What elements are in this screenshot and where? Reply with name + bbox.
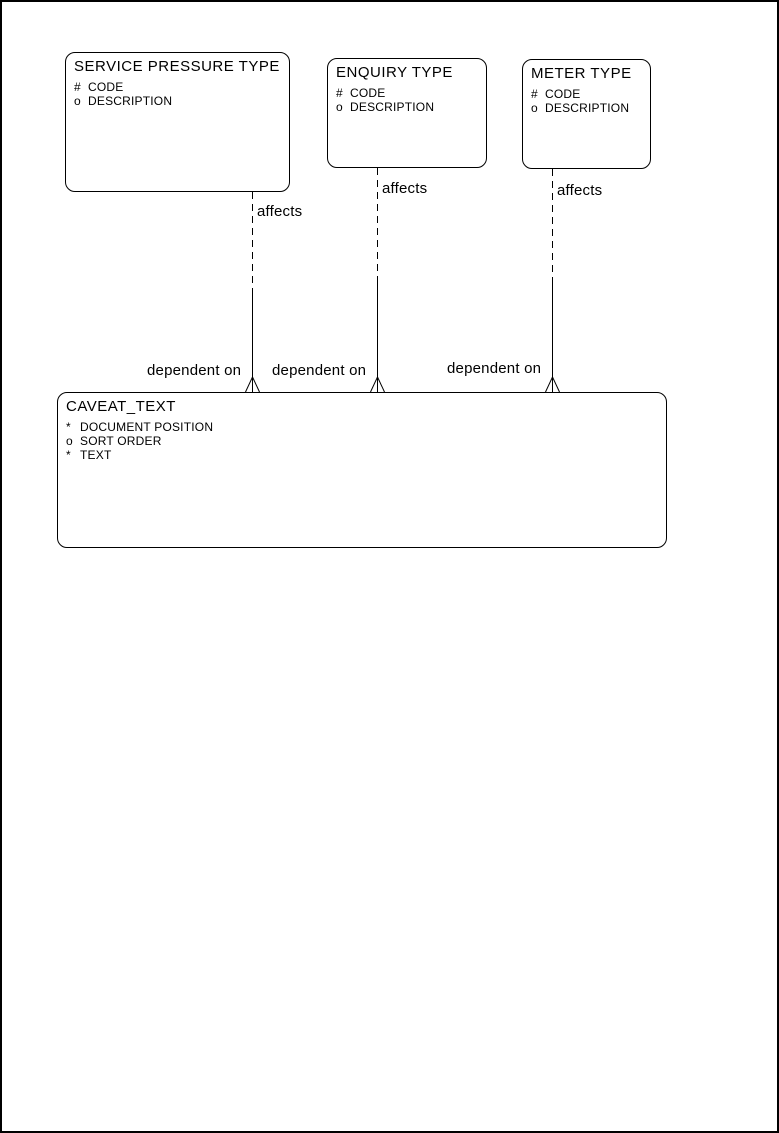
crow-foot-left-prong [546, 377, 553, 392]
crow-foot-right-prong [553, 377, 560, 392]
attribute-name: DOCUMENT POSITION [80, 420, 214, 434]
attribute-prefix-marker: # [336, 86, 343, 100]
attribute-row [74, 80, 281, 94]
attribute-name: TEXT [80, 448, 112, 462]
attribute-row [531, 87, 642, 101]
attribute-name: DESCRIPTION [88, 94, 173, 108]
entity-title: SERVICE PRESSURE TYPE [74, 58, 280, 75]
entity-enquiry-type [327, 58, 487, 168]
entity-title: METER TYPE [531, 65, 632, 82]
attribute-prefix-marker: o [531, 101, 538, 115]
entity-meter-type [522, 59, 651, 169]
attribute-name: SORT ORDER [80, 434, 162, 448]
attribute-prefix-marker: o [74, 94, 81, 108]
relationship-label-dependent-on: dependent on [272, 362, 367, 379]
attribute-prefix-marker: * [66, 420, 71, 434]
crow-foot-left-prong [246, 377, 253, 392]
attribute-row [74, 94, 281, 108]
relationship-label-affects: affects [382, 180, 428, 197]
crow-foot-right-prong [378, 377, 385, 392]
attribute-prefix-marker: * [66, 448, 71, 462]
attribute-name: CODE [350, 86, 386, 100]
attribute-name: CODE [545, 87, 581, 101]
relationship-meter-type-caveat-text [546, 169, 560, 392]
entity-service-pressure-type [65, 52, 290, 192]
attribute-row [336, 86, 478, 100]
entity-title: ENQUIRY TYPE [336, 64, 453, 81]
attribute-row [66, 434, 658, 448]
attribute-name: CODE [88, 80, 124, 94]
attribute-row [531, 101, 642, 115]
relationship-label-affects: affects [557, 182, 603, 199]
relationship-service-pressure-type-caveat-text [246, 192, 260, 392]
attribute-row [336, 100, 478, 114]
attribute-prefix-marker: # [74, 80, 81, 94]
relationship-label-dependent-on: dependent on [147, 362, 242, 379]
entity-title: CAVEAT_TEXT [66, 398, 176, 415]
relationship-label-affects: affects [257, 203, 303, 220]
attribute-name: DESCRIPTION [350, 100, 435, 114]
attribute-prefix-marker: o [336, 100, 343, 114]
attribute-prefix-marker: # [531, 87, 538, 101]
attribute-prefix-marker: o [66, 434, 73, 448]
relationship-enquiry-type-caveat-text [371, 168, 385, 392]
crow-foot-left-prong [371, 377, 378, 392]
attribute-row [66, 448, 658, 462]
entity-caveat-text [57, 392, 667, 548]
crow-foot-right-prong [253, 377, 260, 392]
relationship-label-dependent-on: dependent on [447, 360, 542, 377]
attribute-name: DESCRIPTION [545, 101, 630, 115]
attribute-row [66, 420, 658, 434]
